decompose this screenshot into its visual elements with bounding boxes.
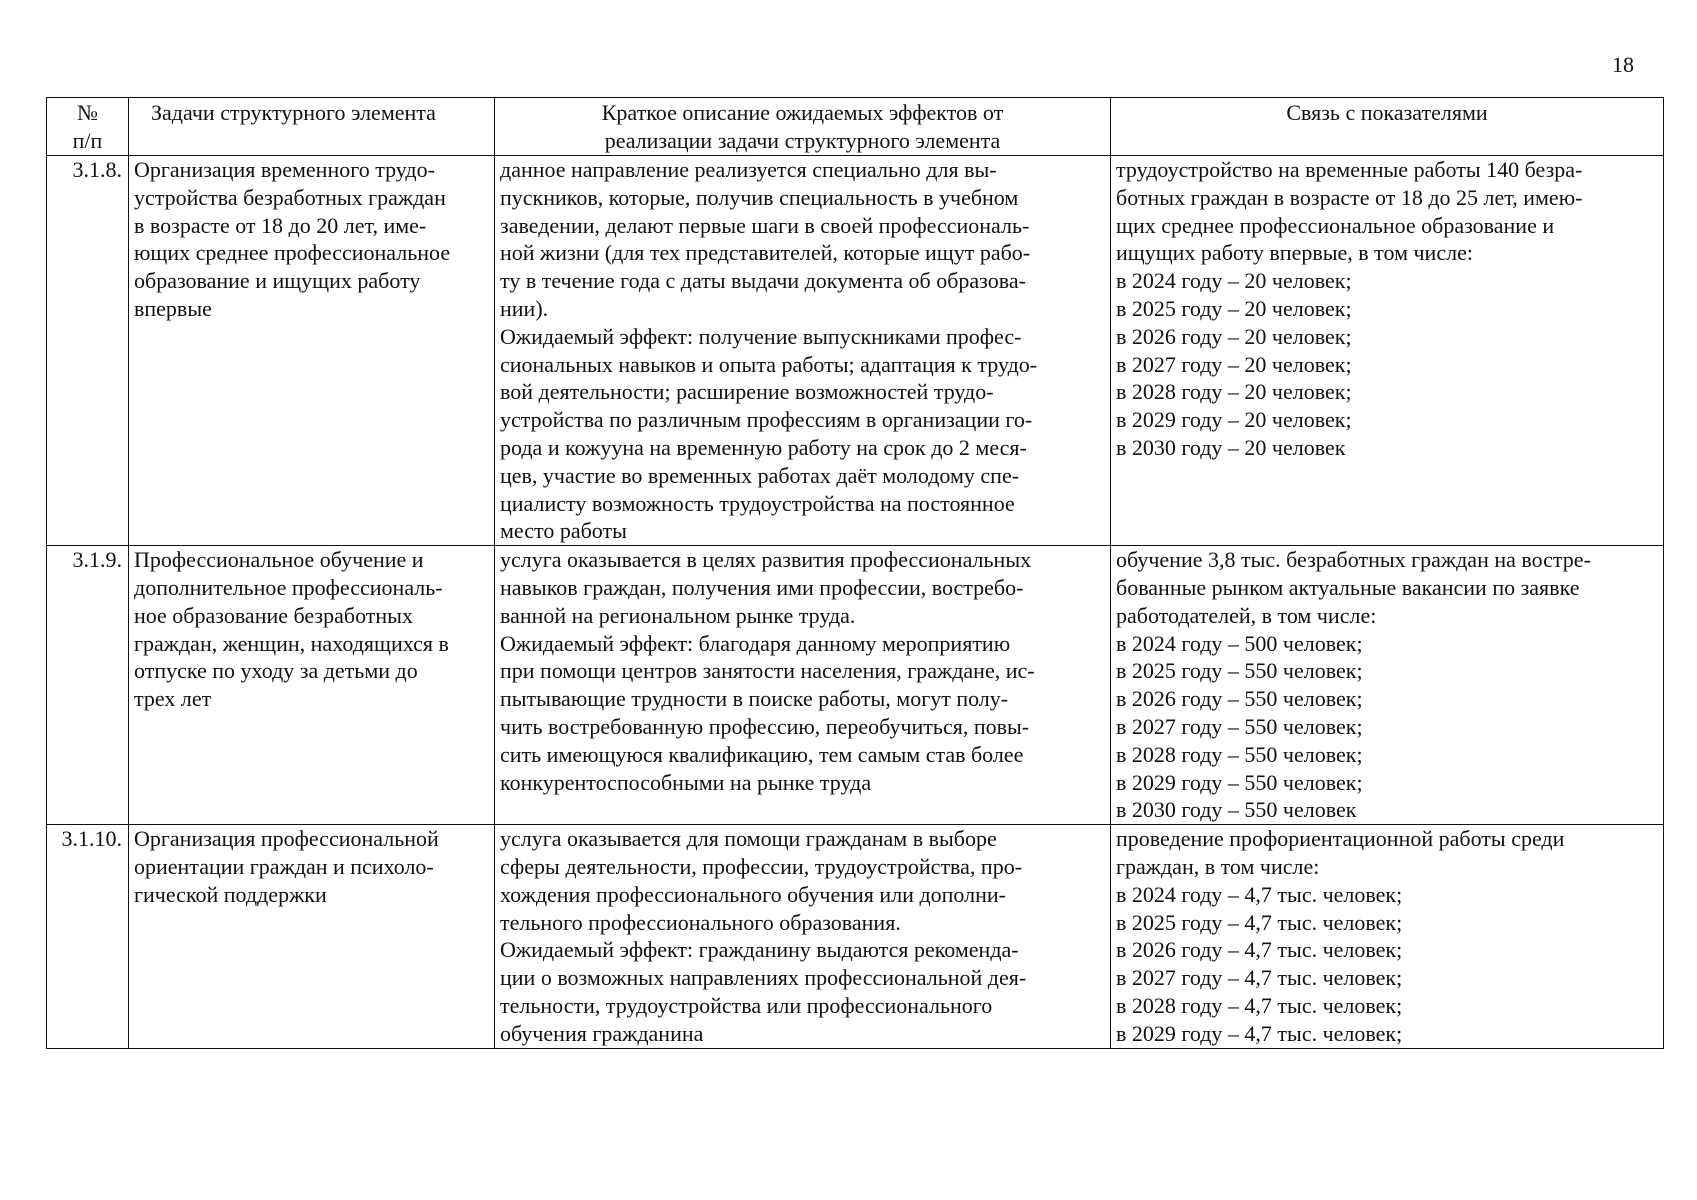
indicator-line: в 2030 году – 20 человек: [1116, 434, 1346, 460]
task-line: дополнительное профессиональ-: [134, 574, 443, 600]
indicator-line: в 2026 году – 4,7 тыс. человек;: [1116, 937, 1403, 963]
description-line: нии).: [500, 295, 549, 321]
row-number: 3.1.8.: [47, 156, 129, 546]
task-line: Профессиональное обучение и: [134, 547, 424, 573]
indicator-line: в 2024 году – 500 человек;: [1116, 630, 1363, 656]
description-line: пускников, которые, получив специальность в учебном: [500, 184, 1019, 210]
task-line: трех лет: [134, 686, 212, 712]
description-line: вой деятельности; расширение возможностей трудо-: [500, 379, 994, 405]
header-line: реализации задачи структурного элемента: [604, 128, 1001, 153]
description-line: данное направление реализуется специально для вы-: [500, 157, 997, 182]
indicator-line: в 2027 году – 20 человек;: [1116, 351, 1352, 377]
row-description: [495, 156, 1111, 546]
task-line: Организация временного трудо-: [134, 157, 435, 182]
indicator-line: в 2025 году – 4,7 тыс. человек;: [1116, 909, 1403, 935]
indicator-line: ботных граждан в возрасте от 18 до 25 лет, имею-: [1116, 184, 1583, 210]
description-line: место работы: [500, 518, 627, 544]
header-line: п/п: [72, 128, 103, 153]
row-indicators: [1111, 825, 1664, 1048]
header-line: Задачи структурного элемента: [151, 100, 436, 125]
indicator-line: в 2029 году – 20 человек;: [1116, 407, 1352, 433]
header-indicators: [1111, 98, 1664, 156]
row-task: [129, 546, 495, 825]
task-line: гической поддержки: [134, 881, 327, 907]
indicator-line: в 2029 году – 550 человек;: [1116, 769, 1363, 795]
indicator-line: в 2025 году – 550 человек;: [1116, 658, 1363, 684]
row-description: [495, 546, 1111, 825]
description-line: циалисту возможность трудоустройства на постоянное: [500, 490, 1015, 516]
task-line: устройства безработных граждан: [134, 184, 446, 210]
description-line: ной жизни (для тех представителей, которые ищут рабо-: [500, 240, 1031, 266]
task-line: отпуске по уходу за детьми до: [134, 658, 418, 684]
indicator-line: в 2026 году – 550 человек;: [1116, 686, 1363, 712]
table-row: [47, 825, 1664, 1048]
indicator-line: в 2024 году – 4,7 тыс. человек;: [1116, 881, 1403, 907]
indicator-line: в 2024 году – 20 человек;: [1116, 268, 1352, 294]
task-line: граждан, женщин, находящихся в: [134, 630, 449, 656]
indicator-line: в 2025 году – 20 человек;: [1116, 295, 1352, 321]
task-line: ющих среднее профессиональное: [134, 240, 451, 266]
description-line: услуга оказывается в целях развития профессиональных: [500, 547, 1032, 573]
indicator-line: в 2027 году – 550 человек;: [1116, 713, 1363, 739]
table-row: [47, 546, 1664, 825]
description-line: рода и кожууна на временную работу на срок до 2 меся-: [500, 434, 1027, 460]
indicator-line: в 2026 году – 20 человек;: [1116, 323, 1352, 349]
description-line: Ожидаемый эффект: получение выпускниками профес-: [500, 323, 1022, 349]
indicator-line: обучение 3,8 тыс. безработных граждан на востре-: [1116, 547, 1591, 573]
task-line: Организация профессиональной: [134, 826, 439, 852]
task-line: образование и ищущих работу: [134, 268, 421, 294]
task-line: ориентации граждан и психоло-: [134, 853, 434, 879]
description-line: тельного профессионального образования.: [500, 909, 901, 935]
header-task: [129, 98, 495, 156]
description-line: устройства по различным профессиям в организации го-: [500, 407, 1033, 433]
row-indicators: [1111, 546, 1664, 825]
header-number: [47, 98, 129, 156]
header-line: Краткое описание ожидаемых эффектов от: [601, 100, 1004, 125]
indicator-line: в 2029 году – 4,7 тыс. человек;: [1116, 1020, 1403, 1046]
description-line: навыков граждан, получения ими профессии, востребо-: [500, 574, 1024, 600]
description-line: пытывающие трудности в поиске работы, могут полу-: [500, 686, 1009, 712]
description-line: ции о возможных направлениях профессиональной дея-: [500, 965, 1027, 991]
description-line: ванной на региональном рынке труда.: [500, 602, 856, 628]
indicator-line: в 2028 году – 20 человек;: [1116, 379, 1352, 405]
description-line: сферы деятельности, профессии, трудоустройства, про-: [500, 853, 1023, 879]
description-line: чить востребованную профессию, переобучиться, повы-: [500, 713, 1030, 739]
description-line: сиональных навыков и опыта работы; адаптация к трудо-: [500, 351, 1038, 377]
description-line: обучения гражданина: [500, 1020, 704, 1046]
task-line: в возрасте от 18 до 20 лет, име-: [134, 212, 427, 238]
table-header-row: [47, 98, 1664, 156]
indicator-line: в 2028 году – 550 человек;: [1116, 741, 1363, 767]
table-row: [47, 156, 1664, 546]
indicator-line: трудоустройство на временные работы 140 безра-: [1116, 157, 1583, 182]
row-indicators: [1111, 156, 1664, 546]
indicator-line: ищущих работу впервые, в том числе:: [1116, 240, 1473, 266]
row-number: 3.1.10.: [47, 825, 129, 1048]
task-line: ное образование безработных: [134, 602, 413, 628]
indicator-line: проведение профориентационной работы среди: [1116, 826, 1565, 852]
task-line: впервые: [134, 295, 212, 321]
row-task: [129, 156, 495, 546]
description-line: заведении, делают первые шаги в своей профессиональ-: [500, 212, 1030, 238]
row-task: [129, 825, 495, 1048]
page-number: 18: [1612, 52, 1634, 77]
tasks-table: [46, 97, 1664, 1049]
description-line: тельности, трудоустройства или профессионального: [500, 992, 993, 1018]
indicator-line: в 2028 году – 4,7 тыс. человек;: [1116, 992, 1403, 1018]
row-number: 3.1.9.: [47, 546, 129, 825]
description-line: Ожидаемый эффект: гражданину выдаются рекоменда-: [500, 937, 1019, 963]
description-line: услуга оказывается для помощи гражданам в выборе: [500, 826, 997, 852]
indicator-line: щих среднее профессиональное образование и: [1116, 212, 1555, 238]
description-line: сить имеющуюся квалификацию, тем самым став более: [500, 741, 1024, 767]
description-line: конкурентоспособными на рынке труда: [500, 769, 872, 795]
description-line: при помощи центров занятости населения, граждане, ис-: [500, 658, 1035, 684]
header-line: №: [77, 100, 98, 125]
indicator-line: работодателей, в том числе:: [1116, 602, 1377, 628]
indicator-line: в 2027 году – 4,7 тыс. человек;: [1116, 965, 1403, 991]
description-line: ту в течение года с даты выдачи документа об образова-: [500, 268, 1026, 294]
row-description: [495, 825, 1111, 1048]
header-description: [495, 98, 1111, 156]
description-line: хождения профессионального обучения или дополни-: [500, 881, 1006, 907]
indicator-line: граждан, в том числе:: [1116, 853, 1320, 879]
header-line: Связь с показателями: [1286, 100, 1488, 125]
description-line: цев, участие во временных работах даёт молодому спе-: [500, 462, 1020, 488]
indicator-line: в 2030 году – 550 человек: [1116, 797, 1357, 823]
description-line: Ожидаемый эффект: благодаря данному мероприятию: [500, 630, 1011, 656]
indicator-line: бованные рынком актуальные вакансии по заявке: [1116, 574, 1580, 600]
